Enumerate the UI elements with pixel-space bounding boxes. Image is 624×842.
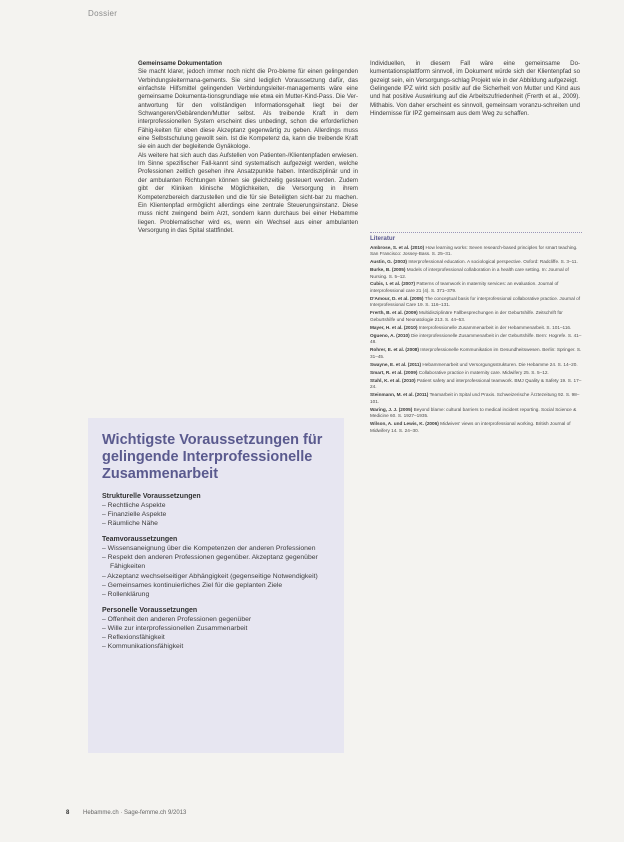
reference-text: Interprofessional education. A sociological perspective. Oxford: Radcliffe. S. 3–11. (408, 259, 578, 265)
reference-item (370, 333, 582, 346)
reference-author: Wilson, A. und Lewis, K. (2006) (370, 421, 439, 427)
box-list (102, 544, 332, 599)
reference-text: Models of interprofessional collaboration in a health care setting. In: Journal of Nursing. S. 5–12. (370, 266, 569, 279)
list-item: – Räumliche Nähe (102, 519, 332, 528)
list-item: – Akzeptanz wechselseitiger Abhängigkeit (gegenseitige Notwendigkeit) (102, 572, 332, 581)
list-item: – Reflexionsfähigkeit (102, 633, 332, 642)
section-label: Dossier (88, 9, 118, 18)
paragraph: Als weitere hat sich auch das Aufstellen von Patienten-/Klientenpfaden erwiesen. Im Sinne spezifischer Fall-kannt sind systematisch aufgezeigt werden, welche Professionen zeitlich gesehen ihre Ansatzpunkte haben. Interdisziplinär und in der ambulanten Richtungen können sie gleichzeitig gesteuert werden. Zudem gibt der Kliniken klinische Möglichkeiten, die Versorgung in ihrem Kompetenzbereich darzustellen und die für sie Beteiligten sicht-bar zu machen. Ein Klientenpfad ermöglicht allerdings eine zentrale Steuerungsinstanz. Diese muss nicht zwingend beim Arzt, sondern kann durchaus bei einer Hebamme liegen. Problematischer wird es, wenn ein Wechsel aus einer ambulanten Versorgung in das Spital stattfindet. (138, 151, 358, 234)
reference-text: Die interprofessionelle Zusammenarbeit in der Geburtshilfe. Bern: Hogrefe. S. 41–48. (370, 332, 582, 345)
list-item: – Wille zur interprofessionellen Zusammenarbeit (102, 624, 332, 633)
reference-author: Ogueno, A. (2010) (370, 332, 410, 338)
subheading: Gemeinsame Dokumentation (138, 60, 222, 67)
paragraph: Individuellen, in diesem Fall wäre eine gemeinsame Do-kumentationsplattform sinnvoll, im Dokument würde sich der Klientenpfad so gezeigt sein, ein Versorgungs-schlag Projekt wie in der Abbildung aufgezeigt. (370, 60, 580, 84)
reference-text: Patterns of teamwork in maternity services: an evaluation. Journal of interprofessional care 21 (4). S. 371–379. (370, 281, 559, 293)
references-title: Literatur (370, 235, 396, 242)
reference-text: Interprofessionelle Kommunikation im Gesundheitswesen. Berlin: Springer. S. 31–45. (370, 347, 582, 359)
reference-text: Patient safety and interprofessional teamwork. BMJ Quality & Safety 19. S. 17–24. (370, 377, 582, 390)
box-list (102, 501, 332, 528)
reference-item (370, 392, 582, 405)
references (370, 236, 582, 436)
list-item: – Rechtliche Aspekte (102, 501, 332, 510)
reference-item (370, 325, 582, 332)
reference-item (370, 245, 582, 258)
reference-item (370, 259, 582, 266)
info-box (88, 418, 344, 753)
list-item: – Rollenklärung (102, 590, 332, 599)
divider (370, 232, 582, 233)
reference-author: Burke, B. (2005) (370, 266, 406, 272)
box-group-title: Teamvoraussetzungen (102, 536, 178, 544)
reference-item (370, 370, 582, 377)
reference-text: Collaborative practice in maternity care. Midwifery 25. S. 5–12. (418, 369, 549, 375)
reference-item (370, 281, 582, 294)
reference-item (370, 421, 582, 434)
reference-text: How learning works: Seven research-based principles for smart teaching. San Francisco: Jossey-Bass. S. 25–31. (370, 244, 578, 257)
reference-text: The conceptual basis for interprofessional collaborative practice. Journal of Interprofessional Care 19. S. 116–131. (370, 295, 580, 308)
reference-author: D'Amour, D. et al. (2005) (370, 295, 424, 301)
page-footer (66, 810, 186, 816)
reference-item (370, 362, 582, 369)
left-column (138, 60, 358, 235)
reference-author: Mayer, H. et al. (2010) (370, 324, 418, 330)
reference-item (370, 407, 582, 420)
reference-author: Ambrose, S. et al. (2010) (370, 244, 425, 250)
reference-author: Austin, G. (2003) (370, 259, 407, 265)
list-item: – Kommunikationsfähigkeit (102, 642, 332, 651)
box-group-title: Strukturelle Voraussetzungen (102, 493, 201, 500)
journal-name: Hebamme.ch · Sage-femme.ch 9/2013 (83, 810, 187, 816)
reference-text: Hebammenarbeit und Versorgungsstrukturen. Die Hebamme 24. S. 14–20. (422, 361, 578, 367)
list-item: – Wissensaneignung über die Kompetenzen der anderen Professionen (102, 544, 332, 553)
reference-text: Interprofessionelle Zusammenarbeit in der Hebammenarbeit. S. 101–116. (418, 324, 572, 330)
reference-item (370, 267, 582, 280)
page-number: 8 (66, 810, 70, 816)
box-list (102, 615, 332, 651)
box-title: Wichtigste Voraussetzungen für gelingende Interprofessionelle Zusammenarbeit (102, 432, 323, 482)
reference-author: Swayne, E. et al. (2011) (370, 361, 422, 367)
reference-text: Multidisziplinäre Fallbesprechungen in der Geburtshilfe. Zeitschrift für Geburtshilfe und Neonatologie 213. S. 44–53. (370, 310, 563, 322)
reference-author: Steinmann, M. et al. (2011) (370, 392, 429, 398)
reference-item (370, 310, 582, 323)
reference-author: Waring, J. J. (2005) (370, 406, 413, 412)
reference-text: Teamarbeit in Spital und Praxis. Schweizerische Ärztezeitung 92. S. 98–101. (370, 392, 580, 404)
right-column (370, 60, 580, 118)
list-item: – Offenheit den anderen Professionen gegenüber (102, 615, 332, 624)
reference-author: Stahl, K. et al. (2010) (370, 377, 416, 383)
reference-author: Cubis, I. et al. (2007) (370, 281, 416, 287)
list-item: – Finanzielle Aspekte (102, 510, 332, 519)
reference-text: Beyond blame: cultural barriers to medical incident reporting. Social Science & Medicine 60. S. 1927–1935. (370, 406, 577, 419)
reference-author: Smart, R. et al. (2009) (370, 369, 418, 375)
box-group-title: Personelle Voraussetzungen (102, 606, 198, 614)
paragraph: Sie macht klarer, jedoch immer noch nicht die Pro-bleme für einen gelingenden Verbindungsleitermana-gements. Sie sind lediglich Voraussetzung dafür, das einfachste Hilfsmittel gelingenden Verbindungsleiter-managements wäre eine gemeinsame Dokumenta-tionsgrundlage wie etwa ein Mutter-Kind-Pass. Die Ver-antwortung für den vollständigen Informationsgehalt liegt bei der Schwangeren/Gebärenden/Mutter selbst. Als treibende Kraft in dem interprofessionellen System erscheint dies unbedingt, schon die erforderlichen Fähig-keiten für eben diese Akzeptanz gegenwärtig zu geben. Allerdings muss eine Selbstschulung gewollt sein. Ist die Kompetenz da, kann die treibende Kraft sie ein auch der begleitende Gynäkologe. (138, 68, 358, 151)
paragraph: Gelingende IPZ wirkt sich positiv auf die Sicherheit von Mutter und Kind aus und hat positive Auswirkung auf die Arbeitszufriedenheit (Frerth et al., 2009). Mithabis. Von daher erscheint es sinnvoll, gemeinsam voranzu-schreiten und Hindernisse für IPZ gemeinsam aus dem Weg zu schaffen. (370, 85, 580, 118)
reference-author: Rohrer, E. et al. (2008) (370, 347, 419, 353)
reference-item (370, 378, 582, 391)
reference-author: Frerth, B. et al. (2009) (370, 310, 418, 316)
list-item: – Respekt den anderen Professionen gegenüber. Akzeptanz gegenüber Fähigkeiten (102, 553, 332, 571)
reference-text: Midwives' views on interprofessional working. British Journal of Midwifery 14. S. 24–30. (370, 421, 571, 433)
reference-item (370, 347, 582, 360)
reference-item (370, 296, 582, 309)
list-item: – Gemeinsames kontinuierliches Ziel für die geplanten Ziele (102, 581, 332, 590)
